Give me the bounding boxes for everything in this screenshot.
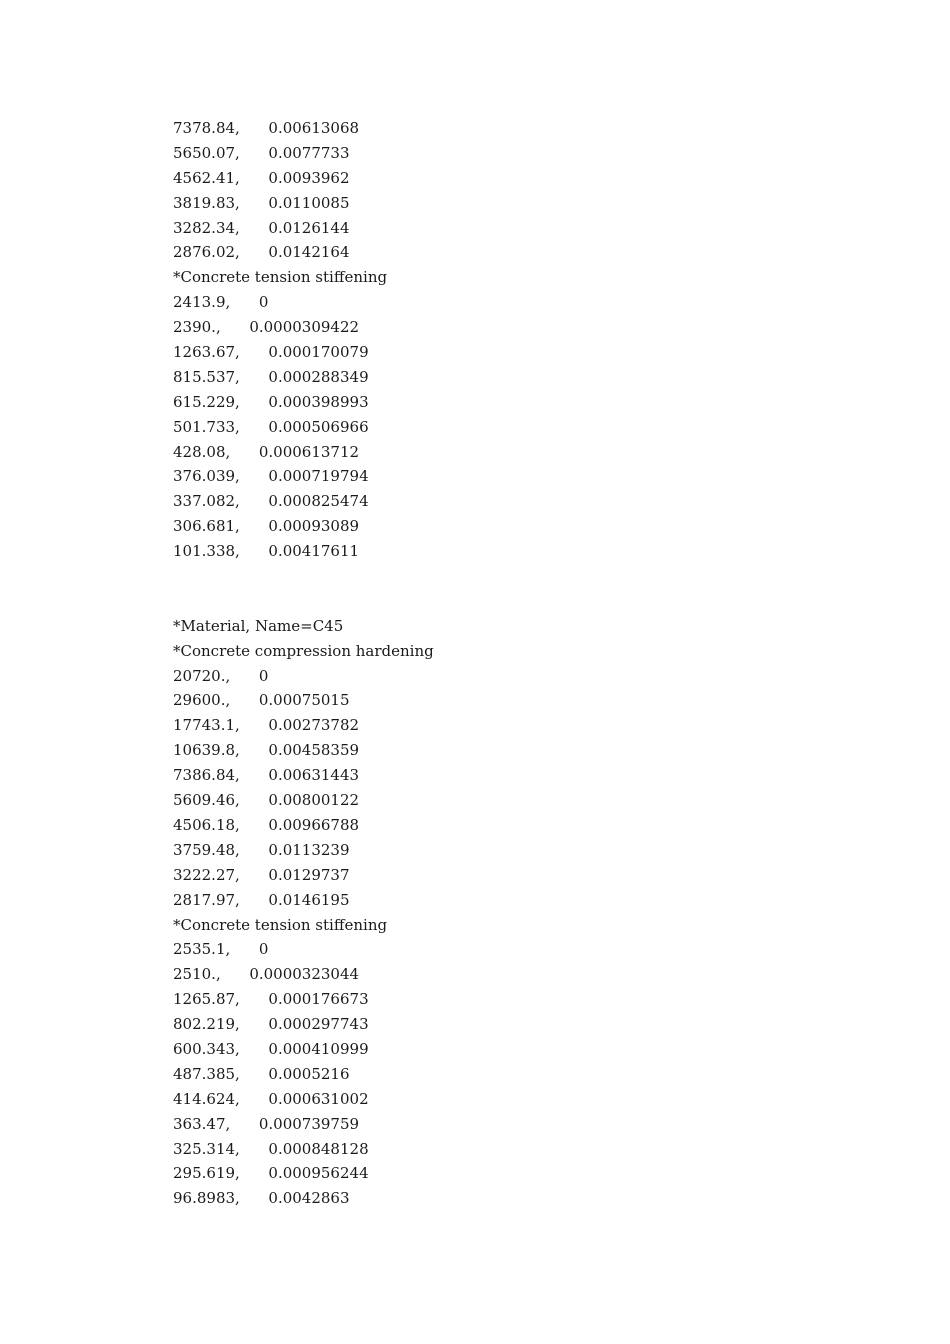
data-line: 7386.84, 0.00631443 (173, 766, 360, 785)
data-line: 2876.02, 0.0142164 (173, 243, 350, 262)
data-line: 1263.67, 0.000170079 (173, 343, 369, 362)
data-line: 17743.1, 0.00273782 (173, 716, 360, 735)
document-text-block (173, 116, 434, 1211)
data-line: 2390., 0.0000309422 (173, 318, 360, 337)
data-line: 4506.18, 0.00966788 (173, 815, 360, 834)
data-line: 4562.41, 0.0093962 (173, 168, 350, 187)
data-line: 7378.84, 0.00613068 (173, 119, 360, 137)
data-line: 363.47, 0.000739759 (173, 1114, 360, 1133)
data-line: 3222.27, 0.0129737 (173, 865, 350, 884)
data-line: 5609.46, 0.00800122 (173, 791, 360, 810)
data-line: 428.08, 0.000613712 (173, 442, 360, 461)
keyword-line: *Concrete tension stiffening (173, 268, 388, 287)
data-line: 295.619, 0.000956244 (173, 1164, 369, 1183)
data-line: 2413.9, 0 (173, 293, 269, 312)
blank-line (173, 564, 434, 589)
data-line: 414.624, 0.000631002 (173, 1089, 369, 1108)
data-line: 501.733, 0.000506966 (173, 417, 369, 436)
data-line: 5650.07, 0.0077733 (173, 143, 350, 162)
data-line: 2535.1, 0 (173, 940, 269, 959)
data-line: 325.314, 0.000848128 (173, 1139, 369, 1158)
data-line: 615.229, 0.000398993 (173, 392, 369, 411)
data-line: 2817.97, 0.0146195 (173, 890, 350, 909)
data-line: 20720., 0 (173, 666, 269, 685)
data-line: 1265.87, 0.000176673 (173, 990, 369, 1009)
data-line: 96.8983, 0.0042863 (173, 1189, 350, 1208)
data-line: 2510., 0.0000323044 (173, 965, 360, 984)
data-line: 3819.83, 0.0110085 (173, 193, 350, 212)
data-line: 376.039, 0.000719794 (173, 467, 369, 486)
data-line: 101.338, 0.00417611 (173, 542, 360, 561)
keyword-line: *Concrete compression hardening (173, 641, 434, 660)
data-line: 600.343, 0.000410999 (173, 1039, 369, 1058)
data-line: 487.385, 0.0005216 (173, 1064, 350, 1083)
data-line: 29600., 0.00075015 (173, 691, 350, 710)
data-line: 3282.34, 0.0126144 (173, 218, 350, 237)
keyword-line: *Concrete tension stiffening (173, 915, 388, 934)
blank-line (173, 589, 434, 614)
keyword-line: *Material, Name=C45 (173, 616, 344, 635)
data-line: 10639.8, 0.00458359 (173, 741, 360, 760)
data-line: 3759.48, 0.0113239 (173, 840, 350, 859)
data-line: 815.537, 0.000288349 (173, 367, 369, 386)
data-line: 337.082, 0.000825474 (173, 492, 369, 511)
data-line: 306.681, 0.00093089 (173, 517, 360, 536)
data-line: 802.219, 0.000297743 (173, 1015, 369, 1034)
